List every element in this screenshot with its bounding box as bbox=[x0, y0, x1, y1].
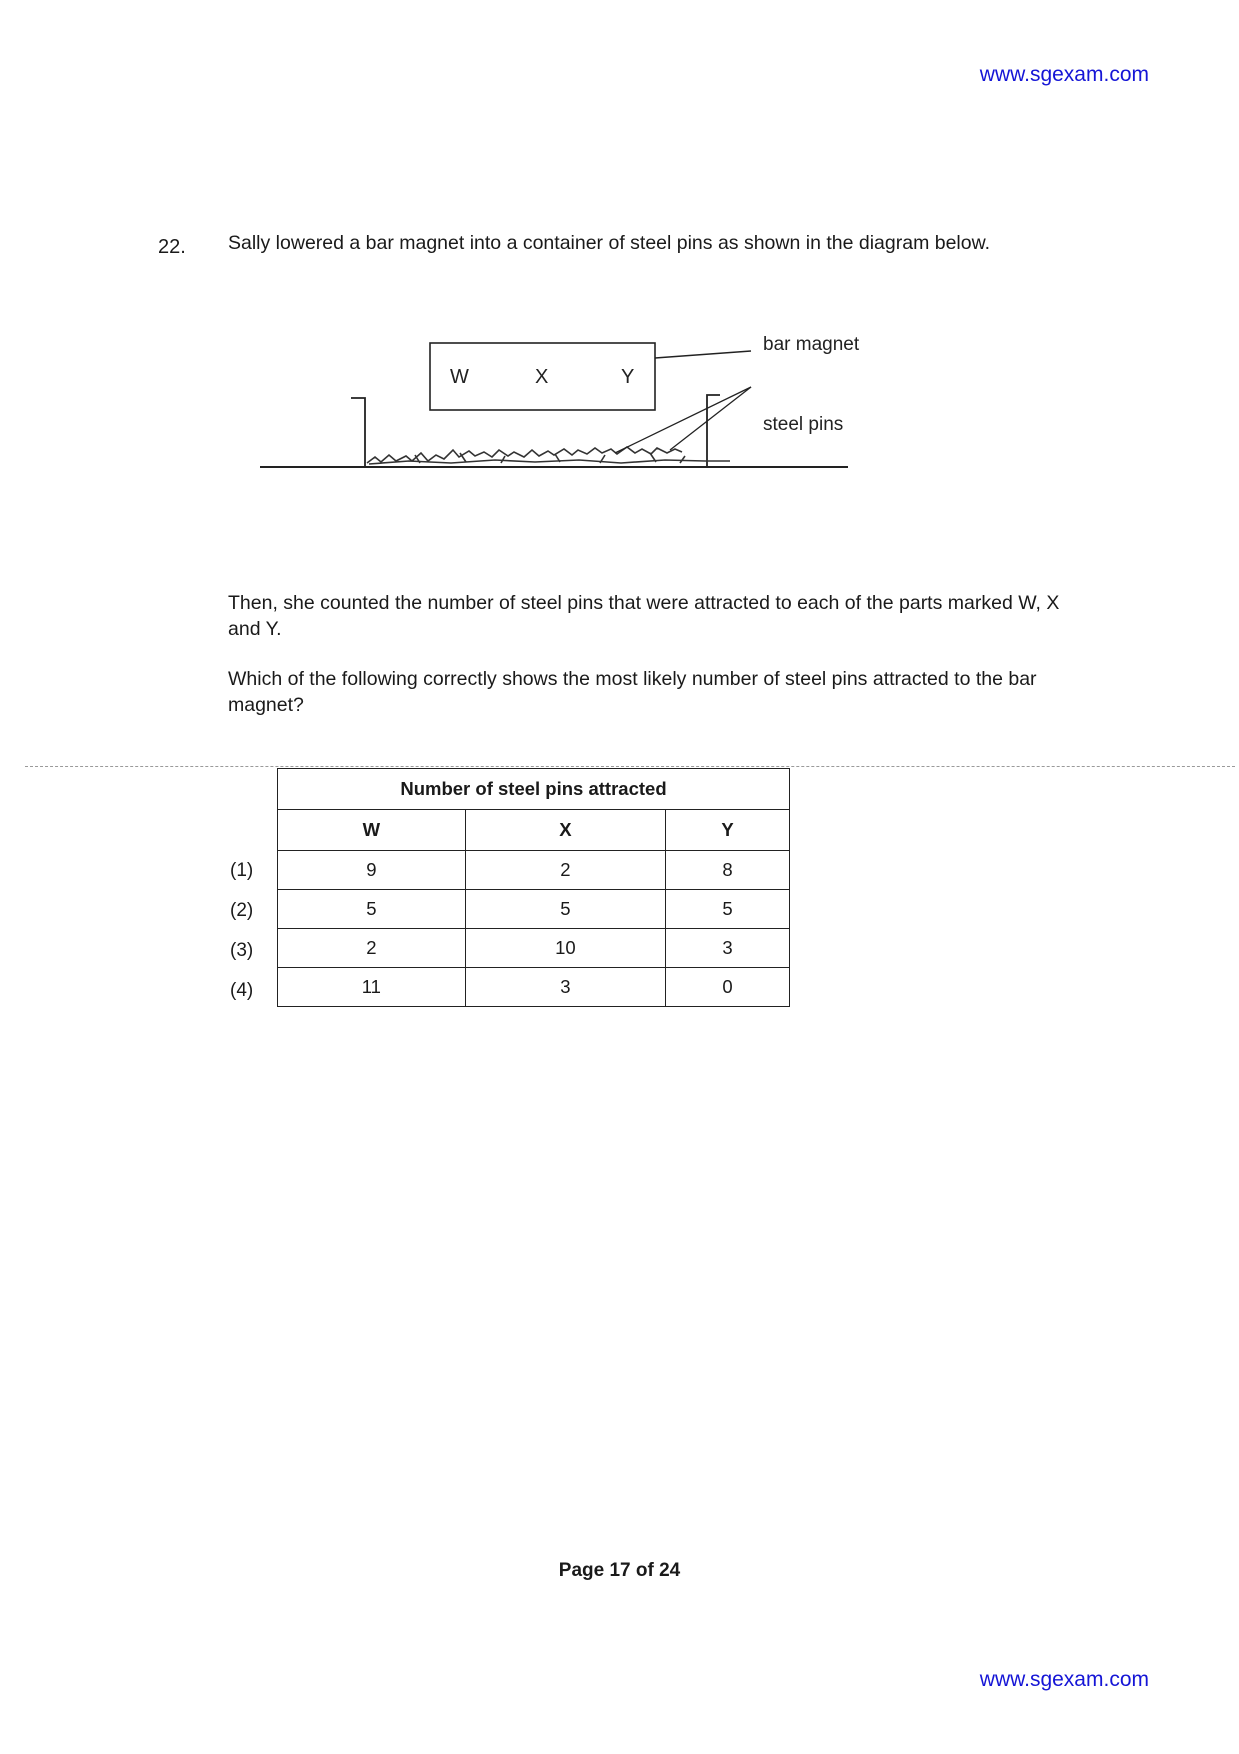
cell-4-w: 11 bbox=[278, 968, 466, 1007]
cell-2-w: 5 bbox=[278, 890, 466, 929]
option-label-3[interactable]: (3) bbox=[230, 940, 254, 961]
cell-1-y: 8 bbox=[666, 851, 790, 890]
pins-leader-line-1 bbox=[670, 387, 751, 450]
table-title: Number of steel pins attracted bbox=[278, 769, 790, 810]
cell-4-x: 3 bbox=[465, 968, 665, 1007]
cell-3-y: 3 bbox=[666, 929, 790, 968]
column-header-w: W bbox=[278, 810, 466, 851]
header-site-link[interactable]: www.sgexam.com bbox=[979, 63, 1149, 86]
cell-3-w: 2 bbox=[278, 929, 466, 968]
cell-3-x: 10 bbox=[465, 929, 665, 968]
option-labels bbox=[230, 851, 270, 1011]
table-title-row bbox=[278, 769, 790, 810]
magnet-diagram bbox=[255, 325, 875, 485]
option-label-1[interactable]: (1) bbox=[230, 860, 254, 881]
table-row[interactable] bbox=[278, 851, 790, 890]
table-row[interactable] bbox=[278, 968, 790, 1007]
footer-site-link[interactable]: www.sgexam.com bbox=[979, 1668, 1149, 1691]
option-label-2[interactable]: (2) bbox=[230, 900, 254, 921]
cell-1-x: 2 bbox=[465, 851, 665, 890]
table-row[interactable] bbox=[278, 929, 790, 968]
page-number: Page 17 of 24 bbox=[558, 1560, 681, 1581]
magnet-leader-line bbox=[655, 351, 751, 358]
cell-2-x: 5 bbox=[465, 890, 665, 929]
steel-pins bbox=[367, 447, 730, 464]
question-paragraph-3: Which of the following correctly shows the most likely number of steel pins attracted to the bar magnet? bbox=[228, 668, 1037, 716]
question-paragraph-2: Then, she counted the number of steel pins that were attracted to each of the parts marked W, X and Y. bbox=[228, 592, 1060, 640]
question-intro: Sally lowered a bar magnet into a container of steel pins as shown in the diagram below. bbox=[228, 232, 991, 254]
scan-artifact-line bbox=[25, 766, 1235, 767]
column-header-y: Y bbox=[666, 810, 790, 851]
table-row[interactable] bbox=[278, 890, 790, 929]
question-number: 22. bbox=[158, 236, 186, 258]
magnet-label-y: Y bbox=[621, 366, 635, 388]
option-label-4[interactable]: (4) bbox=[230, 980, 254, 1001]
cell-4-y: 0 bbox=[666, 968, 790, 1007]
table-header-row bbox=[278, 810, 790, 851]
cell-2-y: 5 bbox=[666, 890, 790, 929]
cell-1-w: 9 bbox=[278, 851, 466, 890]
label-steel-pins: steel pins bbox=[763, 414, 844, 435]
magnet-label-w: W bbox=[450, 366, 469, 388]
label-bar-magnet: bar magnet bbox=[763, 334, 860, 355]
magnet-label-x: X bbox=[535, 366, 549, 388]
column-header-x: X bbox=[465, 810, 665, 851]
answer-table bbox=[277, 768, 790, 1007]
